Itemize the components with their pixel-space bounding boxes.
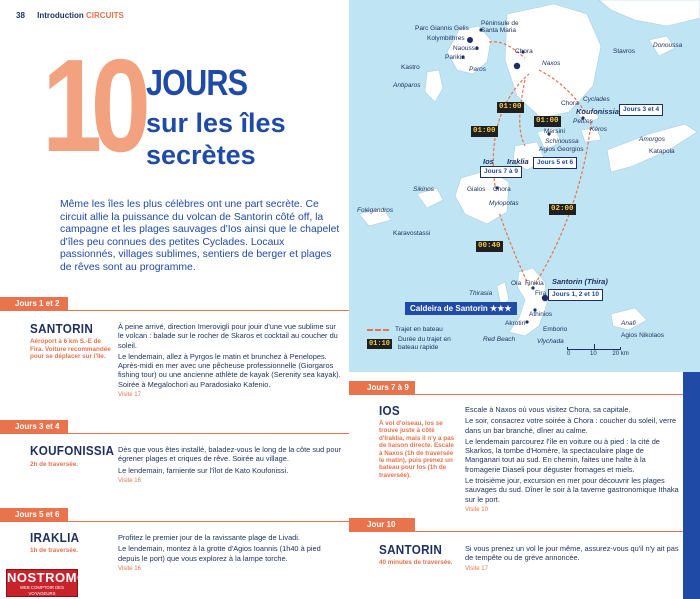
time-badge: 02:00 [551,205,574,213]
place-label: Naxos [542,60,561,67]
time-badge: 01:00 [536,117,559,125]
destination-note: 1h de traversée. [30,547,78,554]
place-label: Athinios [529,311,553,318]
day-tab-10: Jour 10 [349,518,415,532]
day-rule [349,531,683,532]
destination-note: 40 minutes de traversée. [379,559,453,566]
place-label: Ios [483,157,494,166]
day-tab-1-2: Jours 1 et 2 [0,297,68,311]
paragraph: Le lendemain, farniente sur l'îlot de Kato Koufonissi. [118,465,289,475]
subsection-label: CIRCUITS [86,11,124,20]
logo-name: NOSTROMO [7,570,88,585]
place-label: Parc Giannis Gelis [415,25,469,32]
side-band [683,372,700,599]
paragraph: Le troisième jour, excursion en mer pour découvrir les plages sauvages du sud. Dîner le soir à la taverne gastronomique Ithaka sur le port. [465,476,679,504]
destination-iraklia: IRAKLIA [30,530,80,545]
legend-time-badge: 01:10 [369,339,391,348]
paragraph: Profitez le premier jour de la ravissante plage de Livadi. [118,533,300,542]
right-page [349,0,700,599]
place-label: Gialos [467,186,486,193]
place-label: Sikinos [413,186,434,193]
section-label: Introduction [37,11,84,20]
place-label: Emborio [543,326,568,333]
title-number: 10 [42,32,140,179]
legend-route-label: Trajet en bateau [395,326,443,333]
day-description [118,445,342,486]
visit-reference: Visite 17 [465,565,488,572]
destination-ios: IOS [379,403,400,418]
day-description [118,322,342,400]
time-badge: 01:00 [499,103,522,111]
airport-icon [514,63,520,69]
paragraph: Le lendemain parcourez l'île en voiture ou à pied : la cité de Skarkos, la tombe d'Homère, la spectaculaire plage de Manganari tout au sud. En chemin, faites une halte à la fromagerie Diaseli pour déguster fromages et miels. [465,436,660,474]
destination-santorin: SANTORIN [30,321,94,336]
paragraph: À peine arrivé, direction Imerovigli pour jouir d'une vue sublime sur le volcan : balade sur le rocher de Skaros et cocktail au coucher du soleil. [118,322,338,350]
time-badge: 00:40 [478,242,501,250]
destination-note: 2h de traversée. [30,461,78,468]
time-badge: 01:00 [473,127,496,135]
place-label: Chora [561,100,579,107]
map-legend [367,326,454,354]
place-label: Schinoussa [545,138,579,145]
route-santorini-ios [499,212,529,286]
place-label: Fira [535,290,547,297]
place-label: Chora [493,186,511,193]
place-label: Anafi [621,320,636,327]
destination-note: À vol d'oiseau, los se trouve juste à côté d'Iraklia, mais il n'y a pas de liaison directe. Escale à Naxos (1h de traversée le matin), puis prenez un bateau pour Ios (1h de traversée). [379,420,455,479]
place-label: Akrotiri [505,320,526,327]
day-badge: Jours 7 à 9 [480,166,522,178]
scale-mid: 10 [590,351,597,357]
place-label: Santorin (Thira) [552,277,608,286]
destination-note: Aéroport à 6 km S.-E de Fira. Voiture recommandée pour se déplacer sur l'île. [30,338,111,361]
paragraph: Escale à Naxos où vous visitez Chora, sa capitale. [465,405,631,414]
island-antiparos [425,70,443,102]
place-label: Vlychada [537,338,564,345]
route-line-symbol [367,329,389,331]
place-label: Koufonissia [576,107,619,116]
logo-tagline: WEB COMPTOIR DES VOYAGEURS [19,585,65,596]
paragraph: Dès que vous êtes installé, baladez-vous le long de la côte sud pour égrener plages et criques de rêve. Soirée au village. [118,445,342,464]
place-label: Naoussa [453,45,479,52]
day-description [465,405,679,515]
island-northeast [599,0,700,26]
place-label: Antiparos [393,82,421,89]
map-shapes [349,0,700,372]
title-line2: sur les îles [146,108,286,138]
caldeira-label: Caldeira de Santorin ★★★ [405,302,517,315]
nostromo-logo [6,569,88,597]
title-line3: secrètes [146,140,256,170]
place-label: Katapola [649,148,675,155]
day-tab-5-6: Jours 5 et 6 [0,508,68,522]
paragraph: Le lendemain, allez à Pyrgos le matin et brunchez à Penelopes. Après-midi en mer avec une pêcheuse professionnelle (Giorgaros fishing tour) ou une ancienne athlète de kayak (Serenity sea kayak). Soirée à Megalochori au Paradosiako Kafenio. [118,351,341,389]
day-rule [0,310,349,311]
page-header [16,11,124,20]
day-rule [0,433,349,434]
day-badge: Jours 5 et 6 [533,157,577,169]
place-label: Mersini [544,128,565,135]
place-label: Agios Georgios [539,146,584,153]
legend-fast [367,336,454,351]
intro-paragraph: Même les îles les plus célèbres ont une part secrète. Ce circuit allie la puissance du volcan de Santorin côté off, la campagne et les plages sauvages d'Ios ainsi que le chapelet d'îles peu connues des petites Cyclades. Locaux passionnés, villages sublimes, sentiers de berger et plages de rêves sont au programme. [60,199,340,273]
visit-reference: Visite 10 [465,506,488,513]
place-label: Stavros [613,48,636,55]
place-label: Kéros [590,126,607,133]
place-label: Kolymbithres [427,35,465,42]
place-label: Petites [573,118,593,125]
scale-zero: 0 [567,351,571,357]
place-label: Oia [511,280,522,287]
scale-bar [567,347,621,350]
place-label: Iraklia [507,157,529,166]
place-label: Folégandros [357,207,394,214]
day-description [465,544,679,574]
place-label: Amorgos [639,136,666,143]
day-rule [0,521,349,522]
paragraph: Le lendemain, montez à la grotte d'Agios Ioannis (1h40 à pied depuis le port) que vous explorez à la lampe torche. [118,544,321,563]
place-label: Kastro [401,64,420,71]
place-label: Finikia [525,280,544,287]
visit-reference: Visite 16 [118,477,141,484]
page-number: 38 [16,11,25,20]
scale-end: 20 km [612,351,629,357]
destination-santorin-return: SANTORIN [379,542,443,557]
place-label: Mylopotas [489,200,519,207]
place-label: Parikia [445,54,465,61]
place-label: Red Beach [483,336,516,343]
day-tab-3-4: Jours 3 et 4 [0,420,68,434]
dot [525,320,528,323]
place-label: Karavostassi [393,230,431,237]
left-page [0,0,349,599]
day-badge: Jours 1, 2 et 10 [548,289,603,301]
legend-route [367,326,454,333]
scale-labels [567,351,629,357]
place-label: Agios Nikolaos [621,332,664,339]
day-badge: Jours 3 et 4 [619,104,663,116]
visit-reference: Visite 16 [118,565,141,572]
place-label: Chora [515,48,533,55]
place-label: Péninsule de Santa Maria [481,20,519,34]
airport-icon [467,37,473,43]
cyclades-map [349,0,700,372]
place-label: Cyclades [583,96,610,103]
day-tab-7-9: Jours 7 à 9 [349,381,415,395]
destination-koufonissia: KOUFONISSIA [30,443,115,458]
paragraph: Le soir, consacrez votre soirée à Chora : coucher du soleil, verre dans un bar branché, dîner au calme. [465,416,677,435]
paragraph: Si vous prenez un vol le jour même, assurez-vous qu'il n'y ait pas de tempête ou de grève annoncée. [465,544,679,563]
visit-reference: Visite 17 [118,392,141,399]
day-description [118,533,342,574]
place-label: Paros [469,66,486,73]
title-jours: JOURS [146,62,248,103]
place-label: Donoussa [653,42,683,49]
day-rule [349,394,683,395]
place-label: Thirasia [469,290,493,297]
legend-fast-label: Durée du trajet en bateau rapide [398,336,451,351]
